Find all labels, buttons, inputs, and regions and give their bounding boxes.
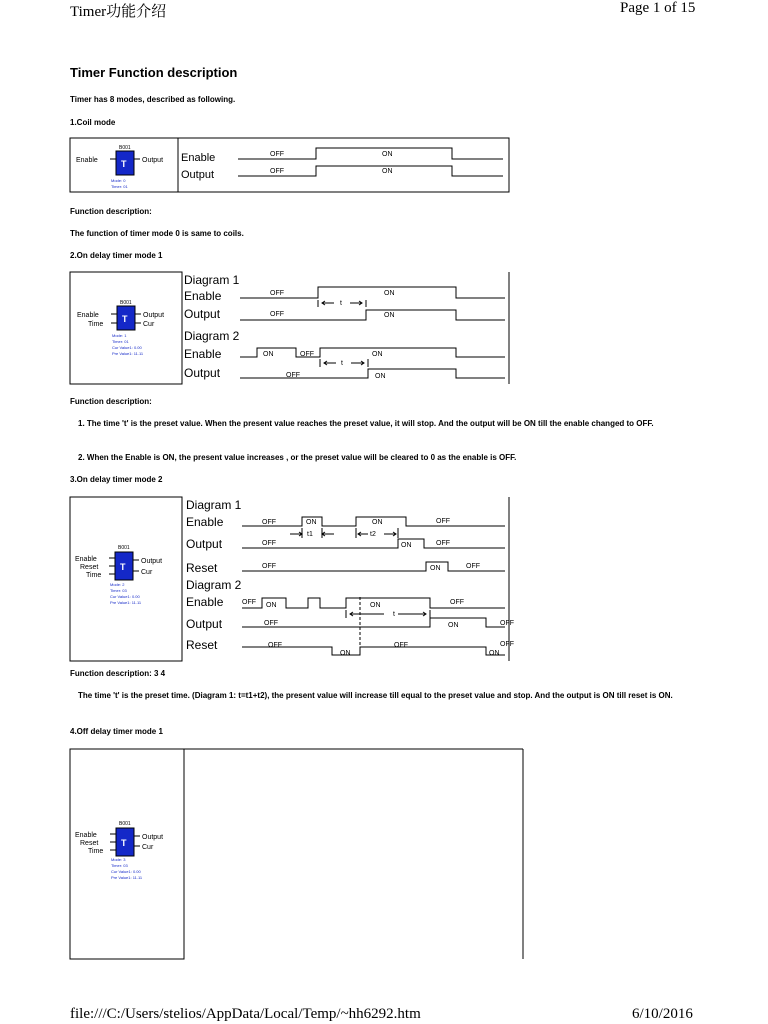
block-id: B001	[119, 821, 131, 827]
section-1-fd-label: Function description:	[70, 207, 152, 216]
block-id: B001	[118, 545, 130, 551]
signal-label-output: Output	[181, 169, 215, 181]
waveform-output	[242, 618, 505, 627]
block-cur-value: Cur Value1: 0.00	[110, 594, 140, 599]
page-indicator: Page 1 of 15	[620, 0, 696, 16]
signal-label-reset: Reset	[186, 561, 218, 575]
waveform-output	[242, 539, 505, 548]
block-cur-value: Cur Value1: 0.00	[111, 869, 141, 874]
state-label: ON	[266, 602, 277, 609]
section-1-heading: 1.Coil mode	[70, 118, 116, 127]
state-label: OFF	[436, 518, 450, 525]
state-label: ON	[384, 312, 395, 319]
block-cur: Cur	[143, 321, 155, 328]
state-label: OFF	[500, 620, 514, 627]
block-input-enable: Enable	[75, 556, 97, 563]
on-delay-mode1-figure	[0, 270, 768, 390]
time-label: t1	[307, 531, 313, 538]
block-timer: Timer: 03	[110, 588, 127, 593]
signal-label-enable: Enable	[181, 152, 216, 164]
block-output: Output	[142, 834, 164, 841]
timer-block-mode3	[75, 821, 163, 880]
diagram-label: Diagram 1	[184, 273, 240, 287]
section-3-paragraph-1: The time 't' is the preset time. (Diagram 1: t=t1+t2), the present value will increase till equal to the preset value and stop. And the output is ON till reset is ON.	[78, 691, 673, 700]
block-pre-value: Pre Value1: 11.11	[110, 600, 142, 605]
page-title: Timer Function description	[70, 65, 238, 80]
signal-label-output: Output	[184, 366, 221, 380]
time-label: t	[393, 611, 395, 618]
block-pre-value: Pre Value1: 11.11	[111, 875, 143, 880]
block-input-time: Time	[88, 848, 104, 855]
block-input-reset: Reset	[80, 564, 99, 571]
timer-block-mode1	[77, 300, 164, 356]
state-label: OFF	[286, 372, 300, 379]
block-id: B001	[120, 300, 132, 306]
block-mode: Mode: 2	[110, 582, 125, 587]
block-output: Output	[143, 312, 165, 319]
state-label: ON	[401, 542, 412, 549]
block-timer: Timer: 01	[112, 339, 129, 344]
state-label: OFF	[262, 540, 276, 547]
block-symbol: T	[120, 562, 126, 572]
footer-date: 6/10/2016	[632, 1006, 693, 1022]
signal-label-reset: Reset	[186, 638, 218, 652]
state-label: OFF	[262, 519, 276, 526]
on-delay-mode2-figure	[0, 495, 768, 665]
coil-mode-figure	[0, 135, 768, 195]
section-2-paragraph-2: 2. When the Enable is ON, the present value increases , or the preset value will be cleared to 0 as the enable is OFF.	[78, 453, 517, 462]
state-label: ON	[370, 602, 381, 609]
state-label: OFF	[394, 642, 408, 649]
diagram-label: Diagram 1	[186, 498, 242, 512]
state-label: ON	[430, 565, 441, 572]
block-mode: Mode: 1	[112, 333, 127, 338]
time-label: t2	[370, 531, 376, 538]
block-symbol: T	[121, 159, 127, 169]
section-2-fd-label: Function description:	[70, 397, 152, 406]
state-label: OFF	[242, 599, 256, 606]
signal-label-enable: Enable	[186, 595, 224, 609]
state-label: OFF	[264, 620, 278, 627]
block-input-enable: Enable	[77, 312, 99, 319]
block-id: B001	[119, 145, 131, 151]
block-mode: Mode: 0	[111, 178, 126, 183]
block-output: Output	[142, 157, 164, 164]
off-delay-mode1-figure	[0, 745, 768, 965]
section-4-heading: 4.Off delay timer mode 1	[70, 727, 163, 736]
state-label: OFF	[270, 168, 284, 175]
section-3-heading: 3.On delay timer mode 2	[70, 475, 163, 484]
block-cur-value: Cur Value1: 0.00	[112, 345, 142, 350]
intro-text: Timer has 8 modes, described as following.	[70, 95, 236, 104]
block-cur: Cur	[141, 569, 153, 576]
state-label: ON	[489, 650, 500, 657]
block-input-reset: Reset	[80, 840, 99, 847]
state-label: ON	[372, 351, 383, 358]
state-label: OFF	[450, 599, 464, 606]
state-label: ON	[340, 650, 351, 657]
section-3-fd-label: Function description: 3 4	[70, 669, 166, 678]
state-label: ON	[372, 519, 383, 526]
block-input-time: Time	[88, 321, 104, 328]
state-label: ON	[263, 351, 274, 358]
signal-label-enable: Enable	[184, 289, 222, 303]
state-label: OFF	[500, 641, 514, 648]
time-label: t	[341, 360, 343, 367]
state-label: OFF	[270, 311, 284, 318]
state-label: ON	[306, 519, 317, 526]
diagram-label: Diagram 2	[184, 329, 240, 343]
state-label: OFF	[270, 151, 284, 158]
state-label: OFF	[466, 563, 480, 570]
section-2-paragraph-1: 1. The time 't' is the preset value. When the present value reaches the preset value, it will stop. And the output will be ON till the enable changed to OFF.	[78, 419, 654, 428]
block-mode: Mode: 3	[111, 857, 126, 862]
state-label: OFF	[270, 290, 284, 297]
time-label: t	[340, 300, 342, 307]
section-1-text: The function of timer mode 0 is same to coils.	[70, 229, 244, 238]
state-label: ON	[382, 151, 393, 158]
signal-label-enable: Enable	[184, 347, 222, 361]
state-label: ON	[375, 373, 386, 380]
block-input-time: Time	[86, 572, 102, 579]
state-label: OFF	[300, 351, 314, 358]
footer-file-path: file:///C:/Users/stelios/AppData/Local/Temp/~hh6292.htm	[70, 1006, 421, 1022]
signal-label-enable: Enable	[186, 515, 224, 529]
block-timer: Timer: 01	[111, 184, 128, 189]
state-label: ON	[448, 622, 459, 629]
block-timer: Timer: 03	[111, 863, 128, 868]
waveform-output	[240, 369, 505, 378]
header-title: Timer功能介绍	[70, 4, 167, 20]
state-label: OFF	[436, 540, 450, 547]
block-symbol: T	[122, 314, 128, 324]
block-pre-value: Pre Value1: 11.11	[112, 351, 144, 356]
diagram-label: Diagram 2	[186, 578, 242, 592]
timer-block-mode2	[75, 545, 162, 605]
state-label: OFF	[268, 642, 282, 649]
timer-block-coil	[76, 145, 163, 189]
signal-label-output: Output	[186, 617, 223, 631]
block-output: Output	[141, 558, 163, 565]
signal-label-output: Output	[186, 537, 223, 551]
state-label: OFF	[262, 563, 276, 570]
state-label: ON	[382, 168, 393, 175]
block-input-enable: Enable	[76, 157, 98, 164]
signal-label-output: Output	[184, 307, 221, 321]
section-2-heading: 2.On delay timer mode 1	[70, 251, 163, 260]
block-symbol: T	[121, 838, 127, 848]
state-label: ON	[384, 290, 395, 297]
block-input-enable: Enable	[75, 832, 97, 839]
block-cur: Cur	[142, 844, 154, 851]
